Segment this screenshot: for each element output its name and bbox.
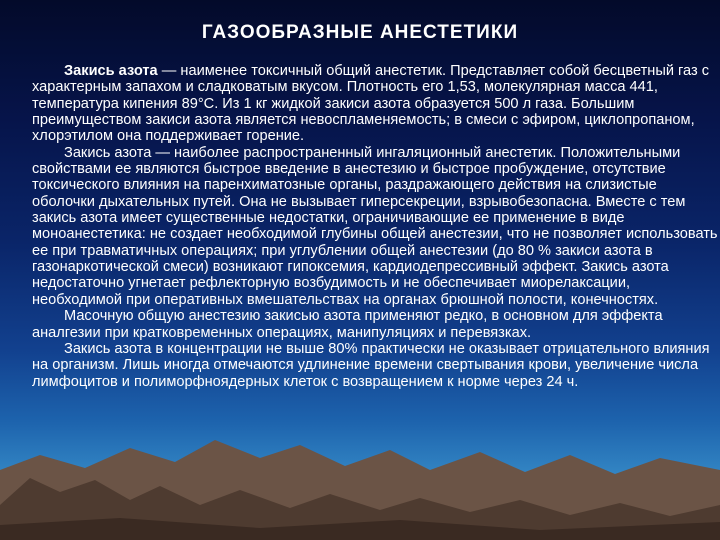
paragraph-1-lead: Закись азота [64,63,158,79]
paragraph-1 [32,63,718,145]
slide-title: ГАЗООБРАЗНЫЕ АНЕСТЕТИКИ [201,22,519,43]
paragraph-1-text: — наименее токсичный общий анестетик. Представляет собой бесцветный газ с характерным запахом и сладковатым вкусом. Плотность его 1,53, молекулярная масса 441, температура кипения 89°С. Из 1 кг жидкой закиси азота образуется 500 л газа. Большим преимуществом закиси азота является невоспламеняемость; в смеси с эфиром, циклопропаном, хлорэтилом она поддерживает горение. [32,63,710,145]
paragraph-2: Закись азота — наиболее распространенный ингаляционный анестетик. Положительными свойствами ее являются быстрое введение в анестезию и быстрое пробуждение, отсутствие токсического влияния на паренхиматозные органы, раздражающего действия на слизистые оболочки дыхательных путей. Она не вызывает гиперсекреции, взрывобезопасна. Вместе с тем закись азота имеет существенные недостатки, ограничивающие ее применение в виде моноанестетика: не создает необходимой глубины общей анестезии, что не позволяет использовать ее при травматичных операциях; при углублении общей анестезии (до 80 % закиси азота в газонаркотической смеси) возникают гипоксемия, кардиодепрессивный эффект. Закись азота недостаточно угнетает рефлекторную возбудимость и не обеспечивает миорелаксации, необходимой при оперативных вмешательствах на органах брюшной полости, конечностях. [32,144,718,308]
slide-body [32,63,718,390]
paragraph-3: Масочную общую анестезию закисью азота применяют редко, в основном для эффекта аналгезии при кратковременных операциях, манипуляциях и перевязках. [32,308,663,341]
paragraph-4: Закись азота в концентрации не выше 80% практически не оказывает отрицательного влияния на организм. Лишь иногда отмечаются удлинение времени свертывания крови, увеличение числа лимфоцитов и полиморфноядерных клеток с возвращением к норме через 24 ч. [32,340,710,390]
